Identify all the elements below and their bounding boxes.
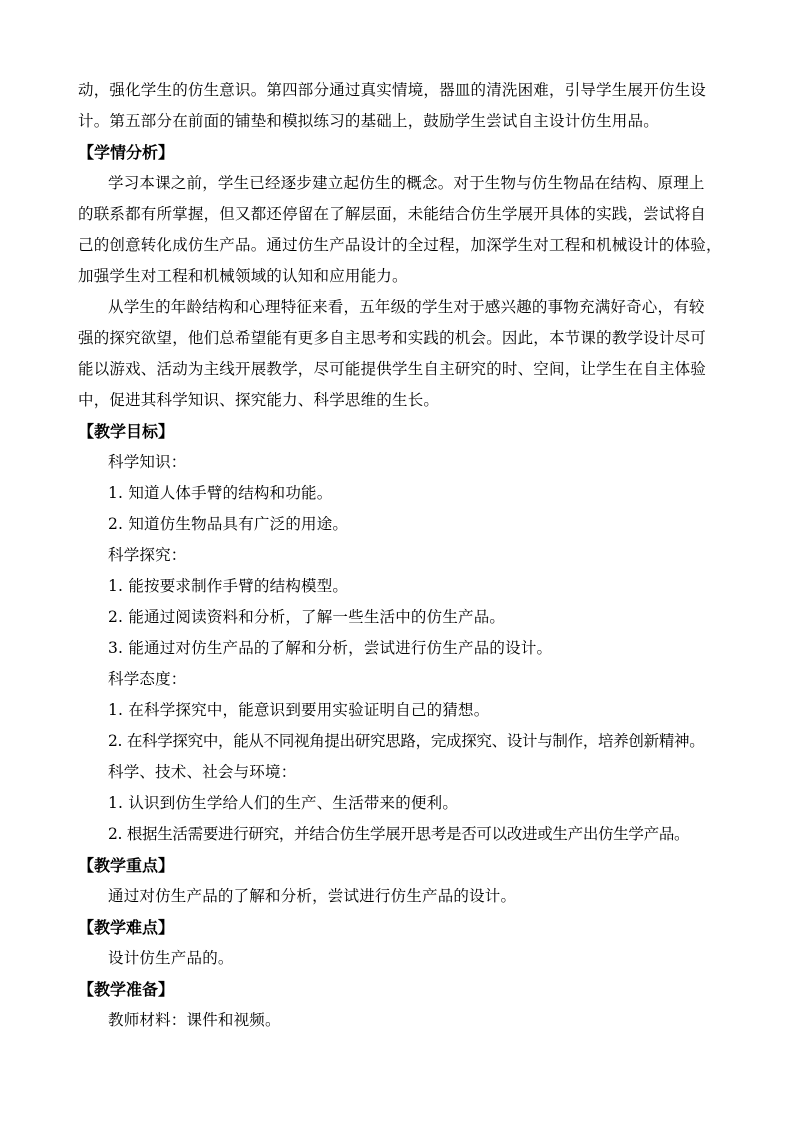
paragraph-line: 中，促进其科学知识、探究能力、科学思维的生长。 xyxy=(78,391,440,409)
objective-item: 3. 能通过对仿生产品的了解和分析，尝试进行仿生产品的设计。 xyxy=(108,639,553,657)
objective-category-label: 科学态度： xyxy=(108,670,187,688)
intro-line: 计。第五部分在前面的铺垫和模拟练习的基础上，鼓励学生尝试自主设计仿生用品。 xyxy=(78,112,659,130)
paragraph-line: 加强学生对工程和机械领域的认知和应用能力。 xyxy=(78,267,408,285)
document-page xyxy=(78,75,720,1036)
preparation-heading: 【教学准备】 xyxy=(78,980,175,999)
objective-item: 2. 根据生活需要进行研究，并结合仿生学展开思考是否可以改进或生产出仿生学产品。 xyxy=(108,825,690,843)
difficulty-heading: 【教学难点】 xyxy=(78,918,175,937)
paragraph-line: 的联系都有所掌握，但又都还停留在了解层面，未能结合仿生学展开具体的实践，尝试将自 xyxy=(78,205,707,223)
key-point-heading: 【教学重点】 xyxy=(78,856,175,875)
objectives-heading: 【教学目标】 xyxy=(78,422,175,441)
objective-item: 1. 认识到仿生学给人们的生产、生活带来的便利。 xyxy=(108,794,459,812)
objective-item: 1. 在科学探究中，能意识到要用实验证明自己的猜想。 xyxy=(108,701,490,719)
objective-category-label: 科学探究： xyxy=(108,546,187,564)
intro-line: 动，强化学生的仿生意识。第四部分通过真实情境，器皿的清洗困难，引导学生展开仿生设 xyxy=(78,81,707,99)
paragraph-line: 学习本课之前，学生已经逐步建立起仿生的概念。对于生物与仿生物品在结构、原理上 xyxy=(108,174,705,192)
preparation-text: 教师材料：课件和视频。 xyxy=(108,1011,281,1029)
paragraph-line: 能以游戏、活动为主线开展教学，尽可能提供学生自主研究的时、空间，让学生在自主体验 xyxy=(78,360,707,378)
objective-item: 1. 能按要求制作手臂的结构模型。 xyxy=(108,577,349,595)
difficulty-text: 设计仿生产品的。 xyxy=(108,949,234,967)
objective-item: 2. 知道仿生物品具有广泛的用途。 xyxy=(108,515,349,533)
learning-analysis-heading: 【学情分析】 xyxy=(78,143,175,162)
objective-category-label: 科学、技术、社会与环境： xyxy=(108,763,297,781)
paragraph-line: 己的创意转化成仿生产品。通过仿生产品设计的全过程，加深学生对工程和机械设计的体验， xyxy=(78,236,722,254)
objective-item: 1. 知道人体手臂的结构和功能。 xyxy=(108,484,333,502)
key-point-text: 通过对仿生产品的了解和分析，尝试进行仿生产品的设计。 xyxy=(108,887,517,905)
paragraph-line: 从学生的年龄结构和心理特征来看，五年级的学生对于感兴趣的事物充满好奇心，有较 xyxy=(108,298,705,316)
objective-item: 2. 在科学探究中，能从不同视角提出研究思路，完成探究、设计与制作，培养创新精神。 xyxy=(108,732,705,750)
objective-item: 2. 能通过阅读资料和分析，了解一些生活中的仿生产品。 xyxy=(108,608,506,626)
paragraph-line: 强的探究欲望，他们总希望能有更多自主思考和实践的机会。因此，本节课的教学设计尽可 xyxy=(78,329,707,347)
objective-category-label: 科学知识： xyxy=(108,453,187,471)
